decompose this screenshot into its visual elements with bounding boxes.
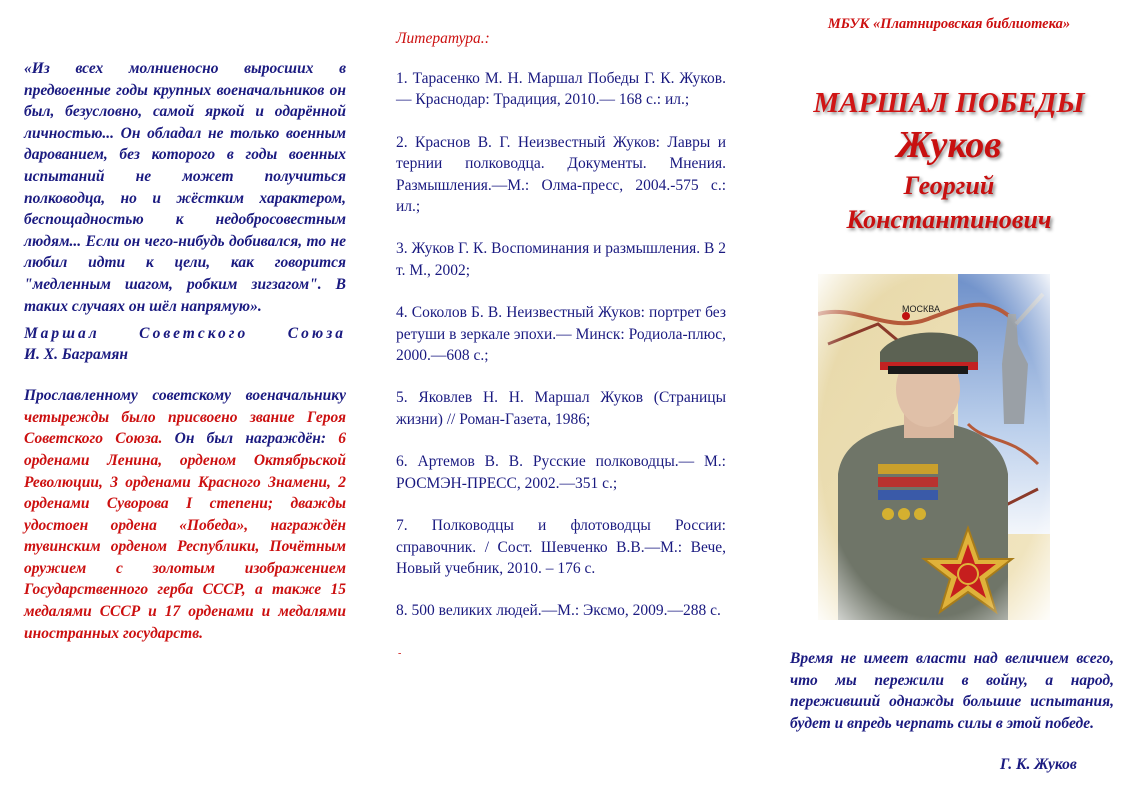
- library-name: МБУК «Платнировская библиотека»: [827, 16, 1071, 32]
- portrait-illustration: [818, 274, 1050, 620]
- literature-item: 7. Полководцы и флотоводцы России: справочник. / Сост. Шевченко В.В.—М.: Вече, Новый учебник, 2010. – 176 с.: [396, 517, 726, 577]
- literature-item: 4. Соколов Б. В. Неизвестный Жуков: портрет без ретуши в зеркале эпохи.— Минск: Родиола-плюс, 2000.—608 с.;: [396, 304, 726, 365]
- marshal-portrait-collage: [818, 274, 1050, 620]
- author-title: Маршал Советского Союза: [24, 325, 346, 343]
- literature-list: [396, 68, 726, 622]
- literature-item: 2. Краснов В. Г. Неизвестный Жуков: Лавры и тернии полководца. Документы. Мнения. Размышления.—М.: Олма-пресс, 2004.-575 с.: ил.;: [396, 133, 726, 216]
- author-name: И. Х. Баграмян: [24, 346, 128, 364]
- literature-item: 1. Тарасенко М. Н. Маршал Победы Г. К. Жуков.— Краснодар: Традиция, 2010.— 168 с.: ил.;: [396, 70, 726, 109]
- title-surname: Жуков: [896, 124, 1002, 166]
- literature-item: 3. Жуков Г. К. Воспоминания и размышления. В 2 т. М., 2002;: [396, 240, 727, 279]
- bagramyan-quote: «Из всех молниеносно выросших в предвоенные годы крупных военачальников он был, безусловно, самой яркой и одарённой личностью... Он обладал не только военным дарованием, без которого в годы военных испытаний не может получиться полководца, но и жёстким характером, беспощадностью к недобросовестным людям... Если он чего-нибудь добивался, то не любил идти к цели, как говорится "медленным шагом, робким зигзагом". В таких случаях он шёл напрямую».: [24, 60, 346, 315]
- quote-author: [24, 323, 346, 365]
- literature-item: 5. Яковлев Н. Н. Маршал Жуков (Страницы жизни) // Роман-Газета, 1986;: [396, 389, 726, 428]
- literature-item: 8. 500 великих людей.—М.: Эксмо, 2009.—288 с.: [396, 602, 721, 620]
- stray-mark: -: [398, 647, 402, 659]
- awards-text-2: четырежды было присвоено звание Героя Советского Союза.: [24, 408, 346, 448]
- cover-title: [784, 85, 1114, 237]
- zhukov-signature: Г. К. Жуков: [1000, 756, 1077, 773]
- left-panel: [0, 0, 372, 800]
- awards-text-3: Он был награждён:: [162, 430, 339, 448]
- middle-panel: [372, 0, 750, 800]
- literature-item: 6. Артемов В. В. Русские полководцы.— М.: РОСМЭН-ПРЕСС, 2002.—351 с.;: [396, 453, 726, 492]
- zhukov-quote: Время не имеет власти над величием всего, что мы пережили в войну, а народ, переживший однажды большие испытания, будет и впредь черпать силы в этой победе.: [790, 650, 1114, 732]
- awards-text-4: 6 орденами Ленина, орденом Октябрьской Революции, 3 орденами Красного Знамени, 2 орденами Суворова I степени; дважды удостоен ордена «Победа», награждён тувинским орденом Республики, Почётным оружием с золотым изображением Государственного герба СССР, а также 15 медалями СССР и 17 орденами и медалями иностранных государств.: [24, 430, 346, 642]
- title-marshal: МАРШАЛ ПОБЕДЫ: [813, 87, 1085, 119]
- title-firstname: Георгий: [903, 171, 995, 200]
- awards-paragraph: [24, 385, 346, 644]
- title-patronymic: Константинович: [846, 205, 1052, 234]
- awards-text-1: Прославленному советскому военачальнику: [24, 387, 346, 405]
- literature-heading: Литература.:: [396, 30, 490, 47]
